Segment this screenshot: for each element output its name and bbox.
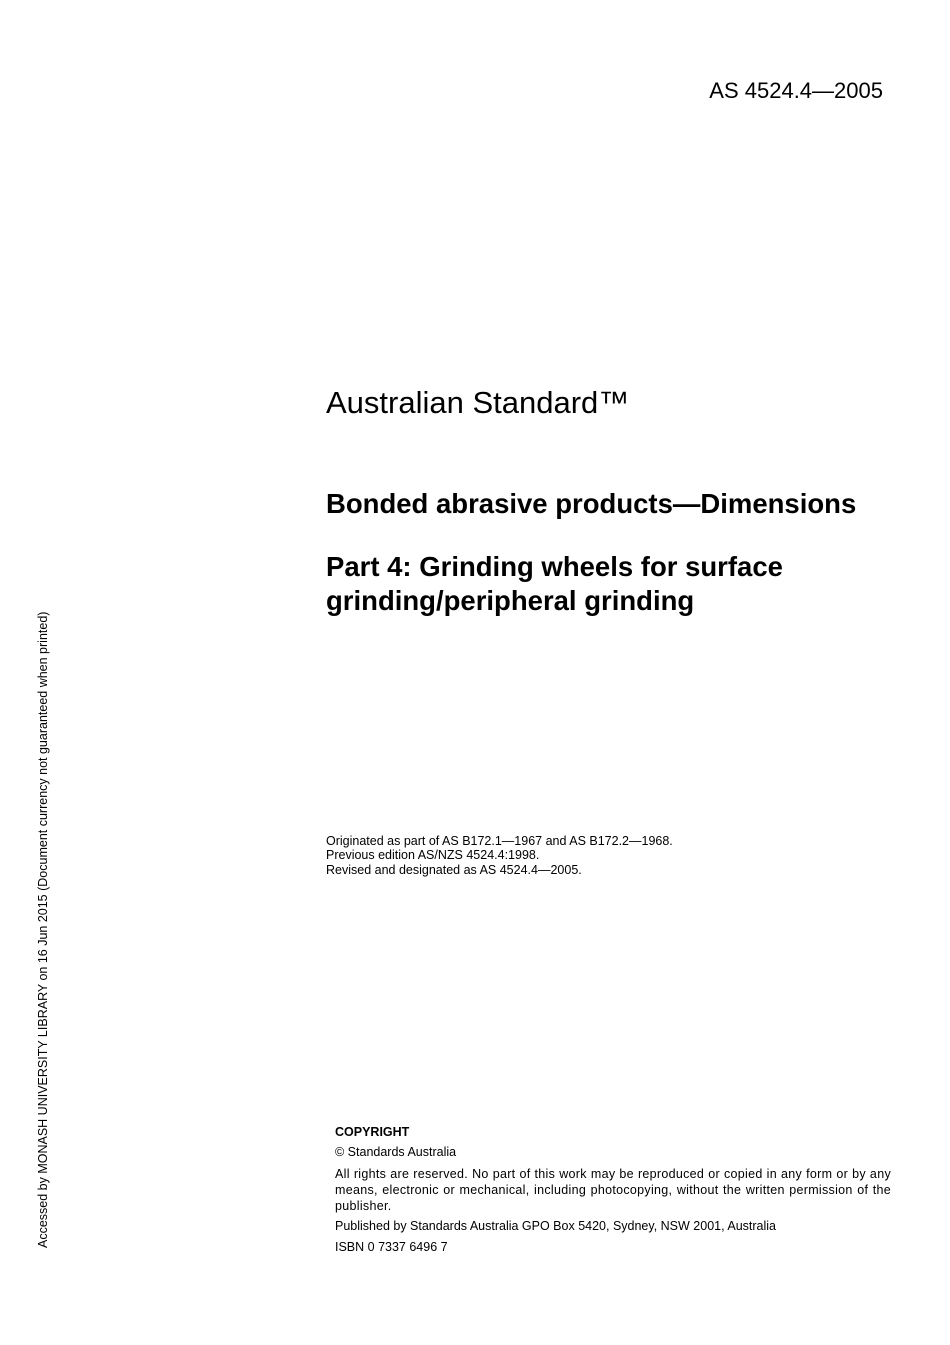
copyright-holder: © Standards Australia [335, 1145, 457, 1159]
copyright-heading: COPYRIGHT [335, 1125, 410, 1139]
part-title: Part 4: Grinding wheels for surface grinding/peripheral grinding [326, 551, 783, 616]
access-watermark: Accessed by MONASH UNIVERSITY LIBRARY on 16 Jun 2015 (Document currency not guaranteed when printed) [36, 611, 50, 1248]
document-number: AS 4524.4—2005 [709, 78, 883, 103]
history-line: Previous edition AS/NZS 4524.4:1998. [326, 848, 540, 863]
publisher-line: Published by Standards Australia GPO Box 5420, Sydney, NSW 2001, Australia [335, 1219, 776, 1233]
history-line: Originated as part of AS B172.1—1967 and AS B172.2—1968. [326, 834, 673, 848]
standard-brand: Australian Standard™ [326, 385, 630, 420]
history-line: Revised and designated as AS 4524.4—2005. [326, 862, 582, 877]
isbn-line: ISBN 0 7337 6496 7 [335, 1240, 448, 1254]
publication-history [326, 834, 673, 877]
copyright-block [335, 1125, 891, 1261]
document-title: Bonded abrasive products—Dimensions [326, 488, 857, 519]
rights-statement: All rights are reserved. No part of this work may be reproduced or copied in any form or by any means, electronic or mechanical, including photocopying, without the written permission of the publisher. [335, 1167, 891, 1213]
